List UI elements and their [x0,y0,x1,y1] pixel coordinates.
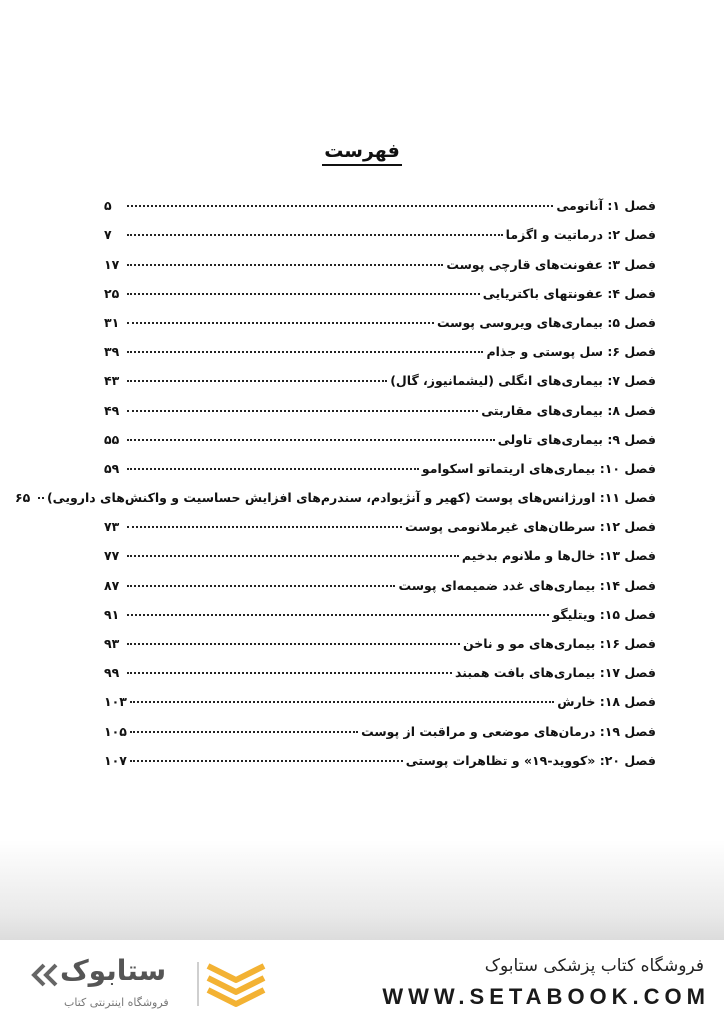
table-of-contents [14,184,656,768]
toc-dot-leader [127,672,452,674]
toc-page-number: ۶۵ [14,490,31,506]
toc-dot-leader [130,701,554,703]
toc-title: فهرست [0,140,724,162]
toc-entry[interactable] [104,622,656,651]
toc-page-number: ۱۰۵ [104,723,127,739]
toc-chapter-title: فصل ۵: بیماری‌های ویروسی پوست [436,314,656,330]
toc-dot-leader [127,614,549,616]
toc-chapter-title: فصل ۲۰: «کووید-۱۹» و تظاهرات پوستی [405,752,656,768]
toc-dot-leader [127,205,553,207]
toc-dot-leader [127,643,460,645]
toc-dot-leader [127,380,387,382]
toc-chapter-title: فصل ۷: بیماری‌های انگلی (لیشمانیوز، گال) [390,373,656,389]
toc-dot-leader [130,760,403,762]
toc-entry[interactable] [104,359,656,388]
toc-entry[interactable] [104,505,656,534]
toc-chapter-title: فصل ۱۶: بیماری‌های مو و ناخن [462,636,656,651]
toc-page-number: ۴۳ [104,373,120,389]
toc-chapter-title: فصل ۶: سل پوستی و جذام [486,344,656,360]
toc-chapter-title: فصل ۴: عفونتهای باکتریایی [482,285,656,301]
toc-page-number: ۳۱ [104,314,120,330]
toc-dot-leader [127,526,402,528]
toc-page-number: ۵ [104,198,112,214]
toc-entry[interactable] [104,680,656,709]
toc-entry[interactable] [104,651,656,680]
toc-chapter-title: فصل ۱: آناتومی [556,198,656,214]
logo-subtitle: فروشگاه اینترنتی کتاب [64,996,169,1009]
toc-entry[interactable] [104,242,656,271]
toc-page-number: ۴۹ [104,402,120,418]
toc-page-number: ۷۷ [104,548,120,564]
toc-chapter-title: فصل ۱۸: خارش [557,694,656,710]
toc-dot-leader [127,322,434,324]
toc-page-number: ۹۳ [104,636,120,651]
shop-name: فروشگاه کتاب پزشکی ستابوک [484,956,704,976]
toc-page-number: ۱۰۳ [104,694,127,710]
toc-dot-leader [38,497,44,499]
toc-entry[interactable] [104,184,656,213]
toc-entry[interactable] [104,709,656,738]
toc-chapter-title: فصل ۱۴: بیماری‌های غدد ضمیمه‌ای پوست [398,577,656,593]
toc-entry[interactable] [14,476,656,506]
toc-chapter-title: فصل ۹: بیماری‌های تاولی [497,431,656,447]
toc-dot-leader [127,410,478,412]
toc-entry[interactable] [104,330,656,359]
toc-entry[interactable] [104,739,656,768]
toc-entry[interactable] [104,418,656,447]
toc-page-number: ۱۷ [104,256,120,272]
logo-divider [197,962,199,1006]
toc-chapter-title: فصل ۲: درماتیت و اگزما [505,227,656,243]
toc-dot-leader [130,731,358,733]
toc-page-number: ۱۰۷ [104,752,127,768]
toc-dot-leader [127,293,480,295]
toc-dot-leader [127,439,495,441]
toc-dot-leader [127,555,459,557]
toc-entry[interactable] [104,272,656,301]
toc-page-number: ۹۹ [104,665,120,681]
toc-dot-leader [127,264,443,266]
toc-page-number: ۳۹ [104,344,120,360]
logo-wordmark: ستابوک [60,954,167,987]
toc-dot-leader [127,351,483,353]
toc-chapter-title: فصل ۸: بیماری‌های مقاربتی [481,402,656,418]
toc-chapter-title: فصل ۳: عفونت‌های قارچی پوست [446,256,656,272]
toc-entry[interactable] [104,388,656,417]
toc-dot-leader [127,234,503,236]
toc-entry[interactable] [104,213,656,242]
toc-page-number: ۷ [104,227,112,243]
toc-entry[interactable] [104,593,656,622]
shop-url[interactable]: WWW.SETABOOK.COM [382,984,710,1009]
toc-entry[interactable] [104,447,656,476]
toc-entry[interactable] [104,301,656,330]
toc-chapter-title: فصل ۱۰: بیماری‌های اریتماتو اسکوامو [421,460,656,476]
toc-dot-leader [127,585,395,587]
book-logo-icon [204,958,268,1010]
toc-page-number: ۵۵ [104,431,120,447]
chevron-logo-icon [30,962,64,988]
toc-chapter-title: فصل ۱۱: اورژانس‌های پوست (کهیر و آنژیوادم، سندرم‌های افزایش حساسیت و واکنش‌های دارویی) [46,490,656,506]
toc-chapter-title: فصل ۱۵: ویتلیگو [552,606,656,622]
toc-page-number: ۲۵ [104,285,120,301]
toc-chapter-title: فصل ۱۲: سرطان‌های غیرملانومی پوست [405,519,656,535]
toc-page-number: ۹۱ [104,606,120,622]
toc-page-number: ۸۷ [104,577,120,593]
toc-entry[interactable] [104,534,656,563]
toc-page-number: ۷۳ [104,519,120,535]
toc-dot-leader [127,468,419,470]
toc-entry[interactable] [104,563,656,592]
toc-chapter-title: فصل ۱۳: خال‌ها و ملانوم بدخیم [461,548,656,564]
toc-chapter-title: فصل ۱۹: درمان‌های موضعی و مراقبت از پوست [361,723,656,739]
footer-banner [0,940,724,1024]
toc-page-number: ۵۹ [104,460,120,476]
toc-chapter-title: فصل ۱۷: بیماری‌های بافت همبند [455,665,656,681]
